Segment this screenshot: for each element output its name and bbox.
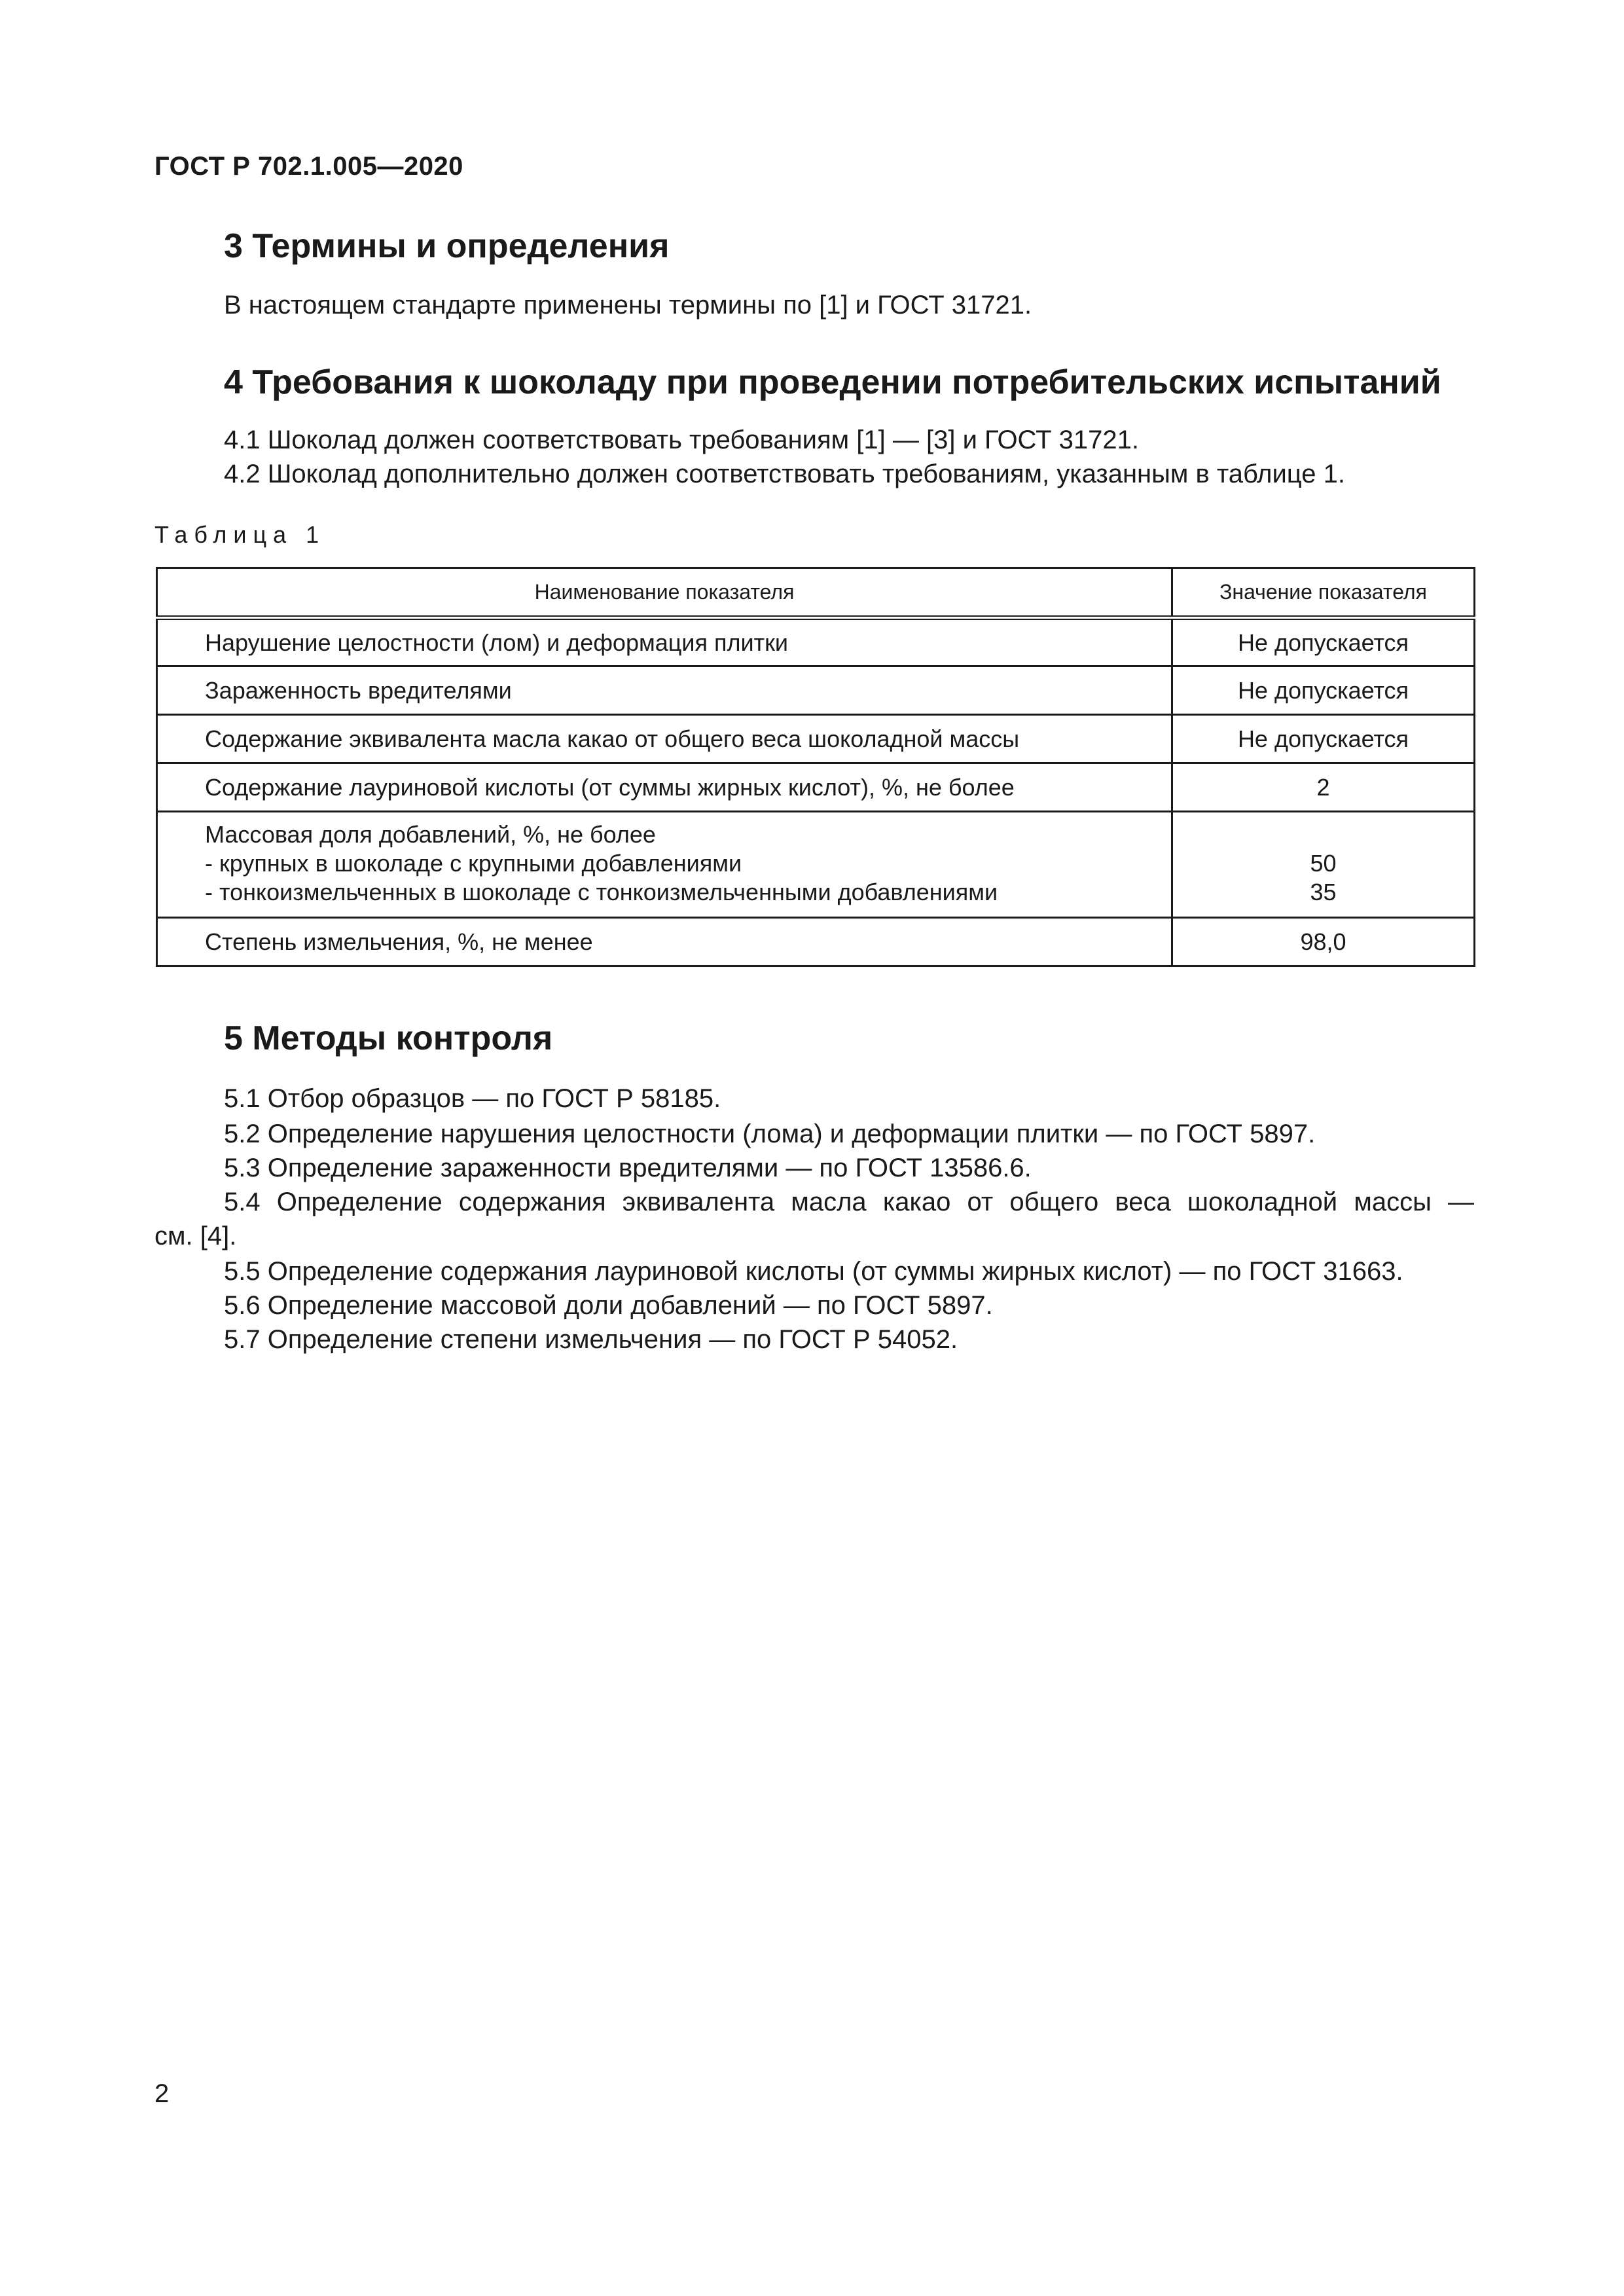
table-header-row [157, 568, 1475, 618]
indicator-name [157, 812, 1172, 918]
section-3-title: 3 Термины и определения [224, 227, 670, 265]
indicators-table [156, 567, 1475, 967]
clause-5-2: 5.2 Определение нарушения целостности (лома) и деформации плитки — по ГОСТ 5897. [224, 1120, 1316, 1148]
table-row [157, 918, 1475, 966]
indicator-value-line: 35 [1310, 879, 1337, 905]
indicator-name-line: - крупных в шоколаде с крупными добавлениями [205, 850, 742, 877]
indicator-name: Степень измельчения, %, не менее [157, 918, 1172, 966]
document-code: ГОСТ Р 702.1.005—2020 [154, 152, 463, 181]
indicator-value: Не допускается [1172, 618, 1475, 666]
clause-5-4: 5.4 Определение содержания эквивалента масла какао от общего веса шоколадной массы — [224, 1188, 1474, 1216]
indicator-name-line: Массовая доля добавлений, %, не более [205, 821, 656, 848]
indicator-name: Зараженность вредителями [157, 666, 1172, 715]
clause-4-2: 4.2 Шоколад дополнительно должен соответствовать требованиям, указанным в таблице 1. [224, 460, 1345, 488]
clause-4-1: 4.1 Шоколад должен соответствовать требованиям [1] — [3] и ГОСТ 31721. [224, 426, 1140, 454]
section-3-text: В настоящем стандарте применены термины по [1] и ГОСТ 31721. [224, 291, 1032, 319]
indicator-value: Не допускается [1172, 666, 1475, 715]
table-row [157, 715, 1475, 763]
page-number: 2 [154, 2079, 170, 2108]
indicator-value: Не допускается [1172, 715, 1475, 763]
table-caption: Таблица 1 [154, 521, 326, 548]
header-indicator-value: Значение показателя [1172, 568, 1475, 618]
section-4-title: 4 Требования к шоколаду при проведении потребительских испытаний [224, 363, 1441, 401]
indicator-name-line: - тонкоизмельченных в шоколаде с тонкоизмельченными добавлениями [205, 879, 998, 905]
table-row [157, 618, 1475, 666]
indicator-value: 2 [1172, 763, 1475, 812]
clause-5-3: 5.3 Определение зараженности вредителями — по ГОСТ 13586.6. [224, 1154, 1032, 1182]
indicator-name: Нарушение целостности (лом) и деформация плитки [157, 618, 1172, 666]
clause-5-7: 5.7 Определение степени измельчения — по ГОСТ Р 54052. [224, 1325, 958, 1354]
header-indicator-name: Наименование показателя [157, 568, 1172, 618]
indicator-value-line: 50 [1310, 850, 1337, 877]
clause-5-4-continuation: см. [4]. [154, 1222, 237, 1250]
clause-5-6: 5.6 Определение массовой доли добавлений — по ГОСТ 5897. [224, 1291, 993, 1320]
table-row [157, 763, 1475, 812]
clause-5-5: 5.5 Определение содержания лауриновой кислоты (от суммы жирных кислот) — по ГОСТ 31663. [224, 1257, 1403, 1286]
table-row [157, 812, 1475, 918]
clause-5-1: 5.1 Отбор образцов — по ГОСТ Р 58185. [224, 1084, 721, 1113]
indicator-value [1172, 812, 1475, 918]
indicator-name: Содержание лауриновой кислоты (от суммы жирных кислот), %, не более [157, 763, 1172, 812]
table-row [157, 666, 1475, 715]
indicator-value: 98,0 [1172, 918, 1475, 966]
indicator-name: Содержание эквивалента масла какао от общего веса шоколадной массы [157, 715, 1172, 763]
section-5-title: 5 Методы контроля [224, 1019, 553, 1057]
